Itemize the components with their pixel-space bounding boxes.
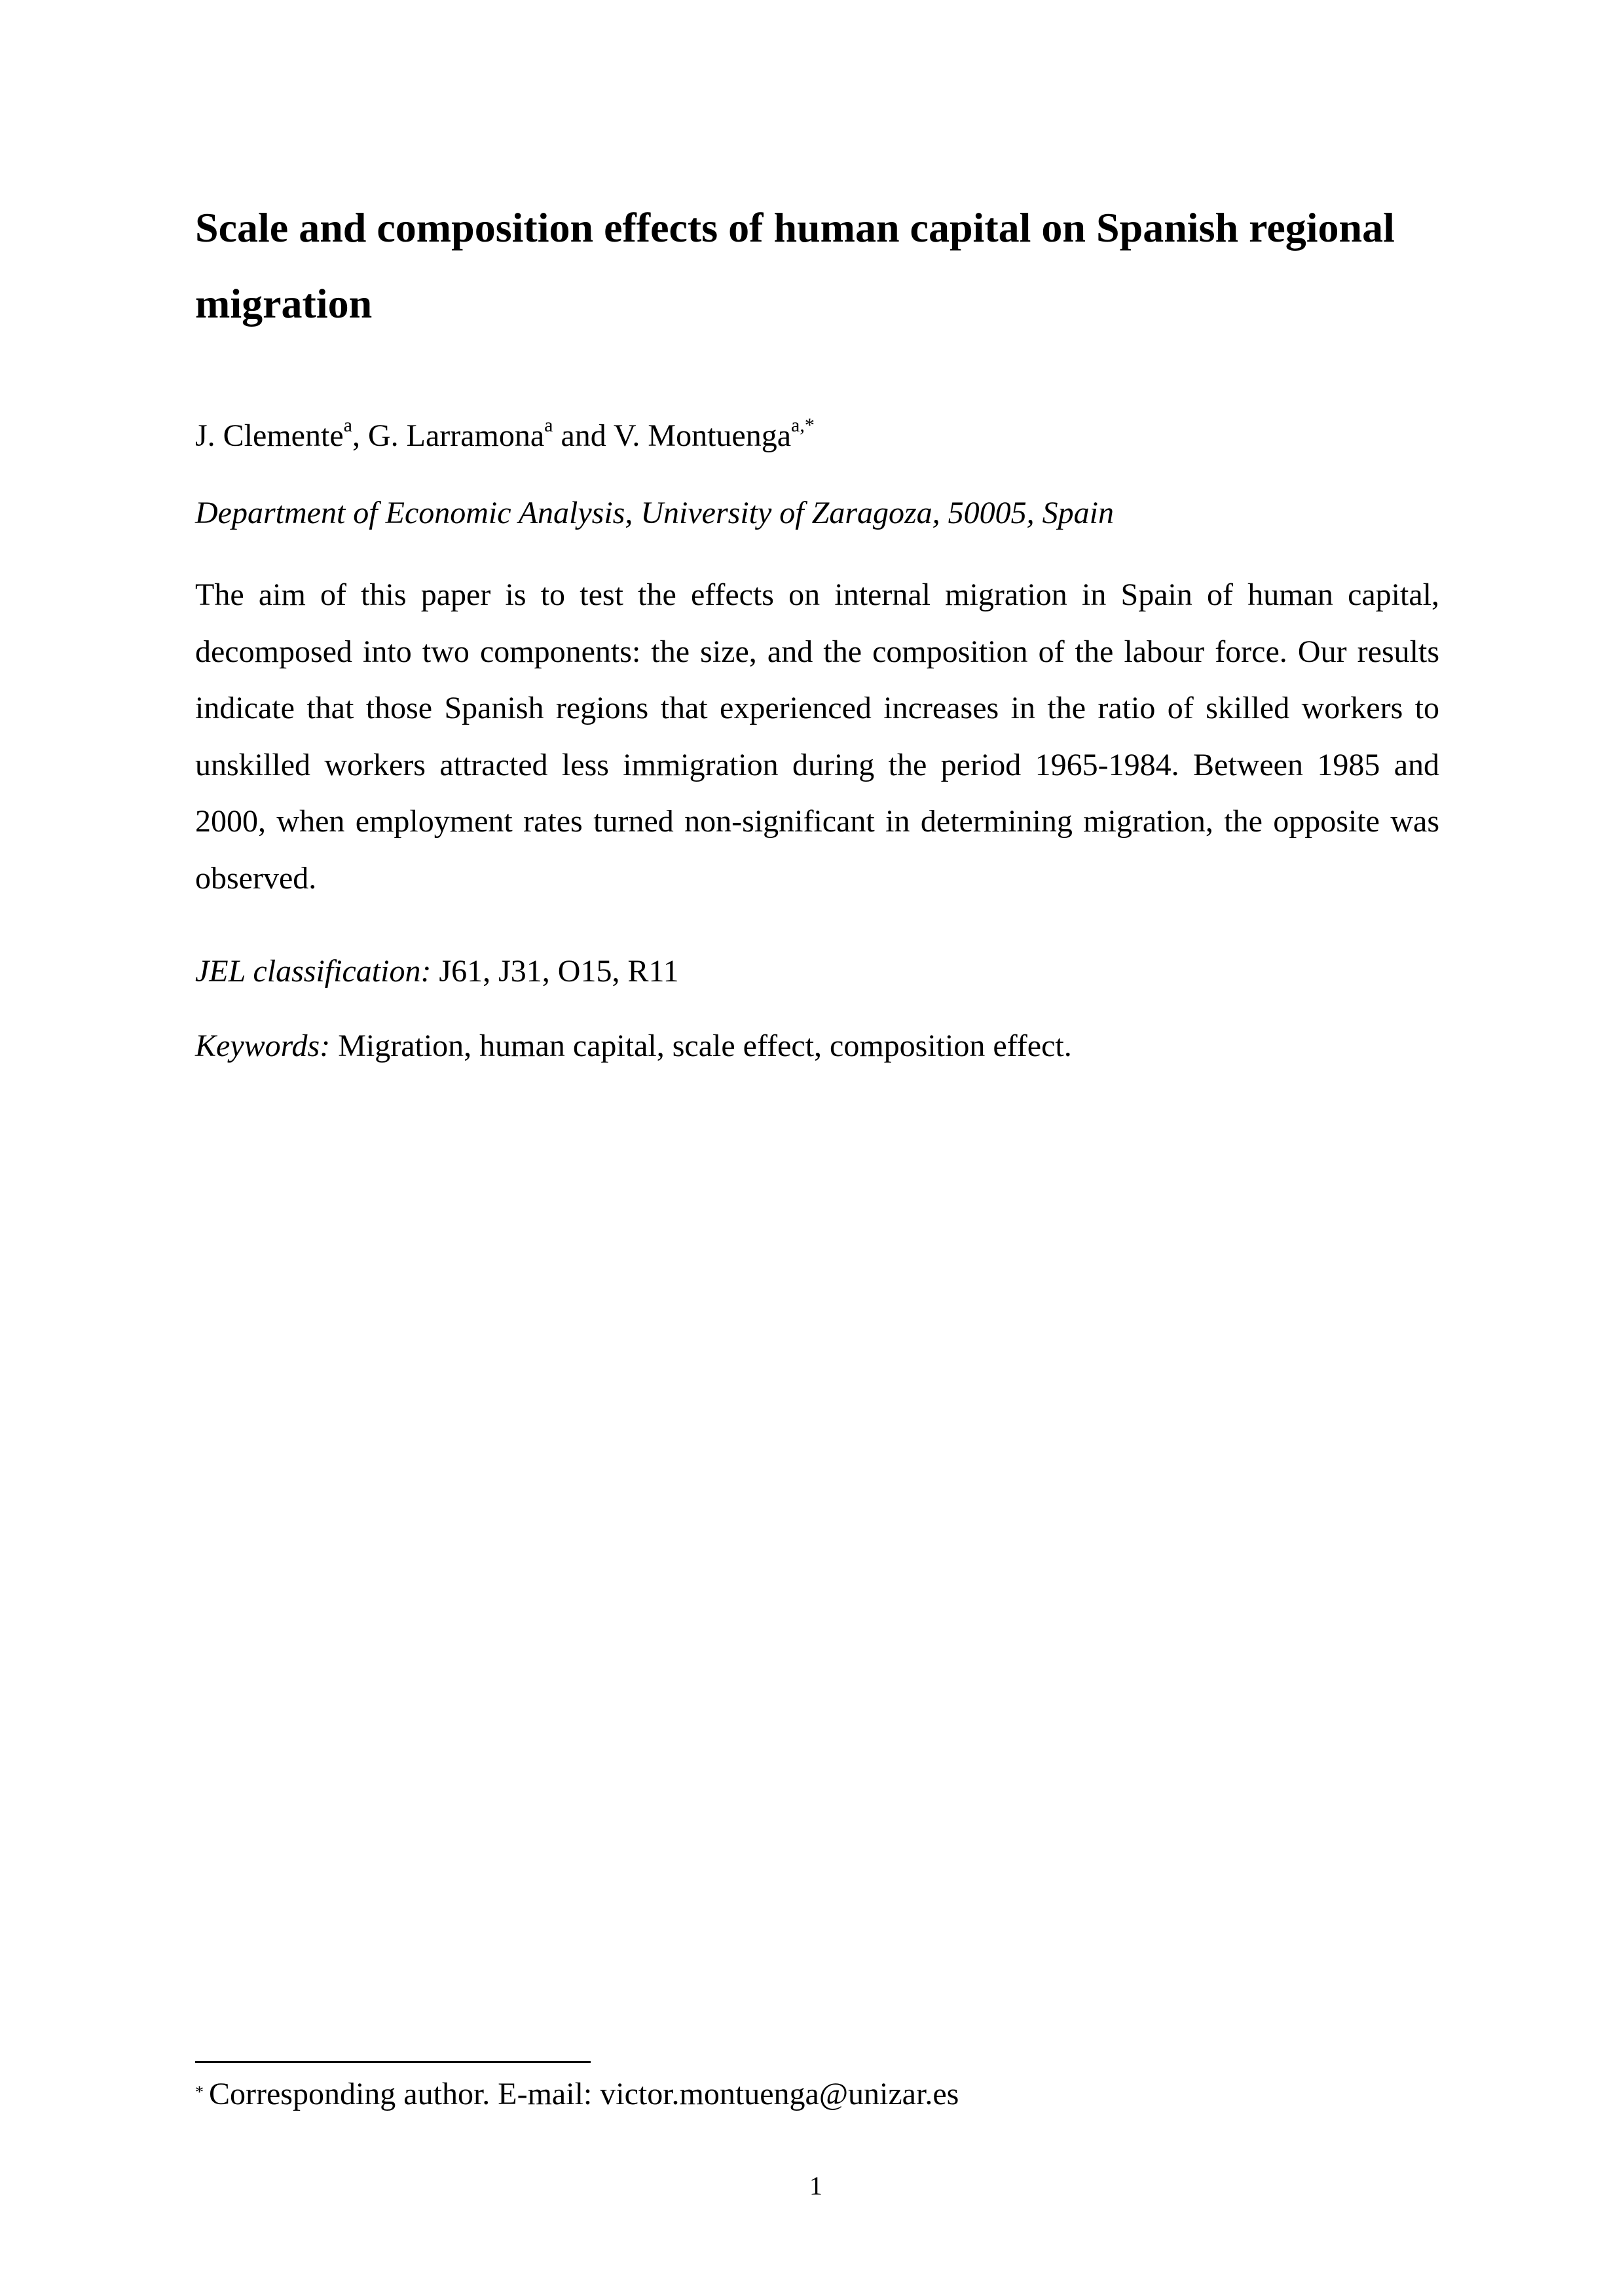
keywords-label: Keywords: <box>195 1029 331 1063</box>
author-name: J. Clemente <box>195 418 344 453</box>
keywords <box>195 1027 1072 1066</box>
paper-title: Scale and composition effects of human capital on Spanish regional migration <box>195 204 1395 327</box>
author-line <box>195 416 815 456</box>
affiliation-marker: a,* <box>791 414 815 436</box>
affiliation-marker: a <box>343 414 352 436</box>
page-number: 1 <box>809 2171 822 2200</box>
author-separator: , <box>352 418 368 453</box>
footnote <box>195 2073 959 2114</box>
footnote-divider <box>195 2061 591 2063</box>
author-name: G. Larramona <box>367 418 545 453</box>
footnote-mark: * <box>195 2083 204 2102</box>
affiliation-marker: a <box>544 414 553 436</box>
author-separator: and <box>553 418 614 453</box>
jel-codes: J61, J31, O15, R11 <box>431 954 679 989</box>
affiliation: Department of Economic Analysis, University of Zaragoza, 50005, Spain <box>195 496 1115 530</box>
keywords-list: Migration, human capital, scale effect, composition effect. <box>330 1029 1072 1063</box>
jel-classification <box>195 952 679 991</box>
footnote-text: Corresponding author. E-mail: victor.montuenga@unizar.es <box>209 2077 959 2111</box>
abstract: The aim of this paper is to test the effects on internal migration in Spain of human capital, decomposed into two components: the size, and the composition of the labour force. Our results indicate that those Spanish regions that experienced increases in the ratio of skilled workers to unskilled workers attracted less immigration during the period 1965-1984. Between 1985 and 2000, when employment rates turned non-significant in determining migration, the opposite was observed. <box>195 577 1439 896</box>
jel-label: JEL classification: <box>195 954 432 989</box>
author-name: V. Montuenga <box>613 418 792 453</box>
